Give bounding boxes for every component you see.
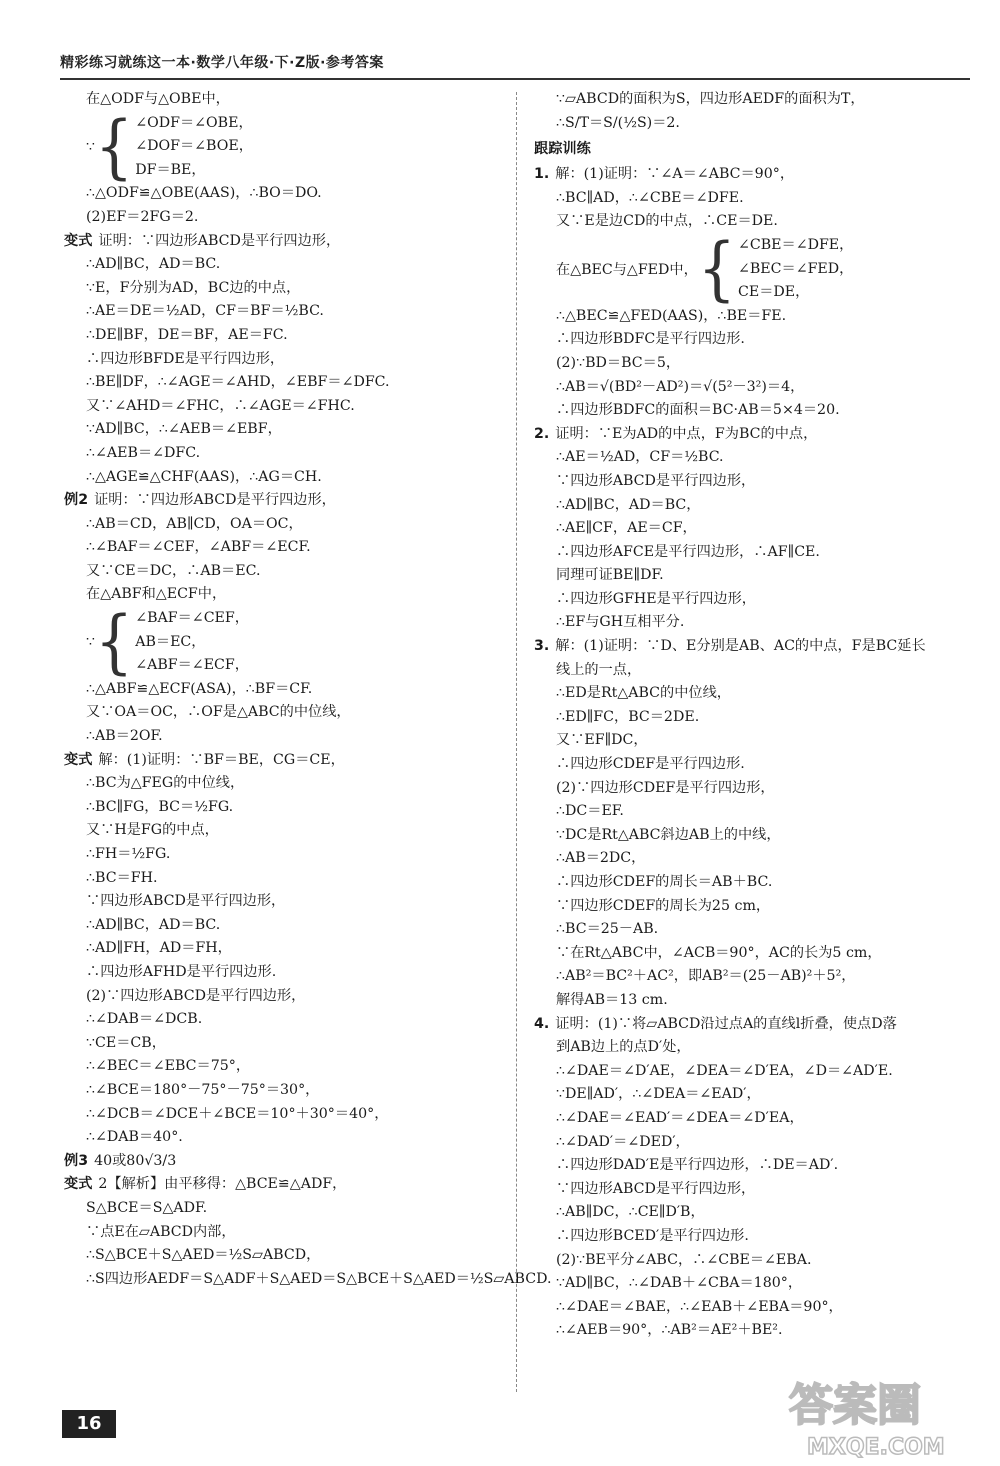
answer-text: ∴AD∥BC，AD＝BC. [86,256,221,273]
answer-text: 解得AB＝13 cm. [556,991,668,1008]
answer-text: ∴四边形AFHD是平行四边形. [86,963,277,980]
item-label: 例3 [64,1152,89,1169]
watermark-logo [785,1370,990,1460]
answer-text: ∵四边形ABCD是平行四边形， [556,1180,756,1197]
answer-line [534,1225,974,1249]
watermark-text-url: MXQE.COM [807,1435,945,1460]
answer-line [534,753,974,777]
answer-text: (2)∵四边形CDEF是平行四边形， [556,779,775,796]
answer-line [534,163,974,187]
answer-text: ∵四边形ABCD是平行四边形， [86,893,286,910]
header-divider [60,78,970,80]
answer-line [534,729,974,753]
answer-line [64,513,504,537]
item-label: 4. [534,1015,550,1032]
answer-line [534,1249,974,1273]
answer-text: ∵▱ABCD的面积为S，四边形AEDF的面积为T， [556,91,865,107]
answer-line [534,399,974,423]
answer-text: 又∵EF∥DC， [556,732,648,749]
answer-text: ∴AB²＝BC²＋AC²，即AB²＝(25－AB)²＋5²， [556,968,856,985]
brace-prefix: 在△BEC与△FED中， [556,262,698,279]
answer-line [64,1244,504,1268]
item-label: 2. [534,425,550,442]
watermark-text-cn: 答案圈 [789,1380,921,1431]
answer-text: ∴BC＝25－AB. [556,921,659,938]
brace-item: ∠ODF＝∠OBE， [135,114,253,131]
answer-line [534,1083,974,1107]
answer-text: (2)∵四边形ABCD是平行四边形， [86,987,306,1004]
answer-line [64,560,504,584]
item-label: 3. [534,638,550,655]
answer-text: 证明：∵E为AD的中点，F为BC的中点， [555,425,818,442]
answer-line [534,470,974,494]
answer-line [64,1173,504,1197]
answer-text: 又∵H是FG的中点， [86,822,219,839]
answer-text: ∴BC为△FEG的中位线， [86,775,245,792]
answer-line [64,395,504,419]
answer-text: ∴ED∥FC，BC＝2DE. [556,708,700,725]
answer-line [534,376,974,400]
answer-text: ∴AB∥DC，∴CE∥D′B， [556,1204,705,1221]
answer-text: ∴∠BCE＝180°－75°－75°＝30°， [86,1081,320,1098]
answer-line [64,796,504,820]
answer-text: ∴AE＝½AD，CF＝½BC. [556,449,724,466]
answer-line [534,210,974,234]
answer-line [534,328,974,352]
answer-text: 在△ABF和△ECF中， [86,586,227,603]
answer-line [64,1103,504,1127]
answer-line [534,611,974,635]
item-label: 变式 [64,751,93,768]
answer-text: ∴AB＝CD，AB∥CD，OA＝OC， [86,515,303,532]
answer-text: ∴∠DAE＝∠BAE，∴∠EAB＋∠EBA＝90°， [556,1298,843,1315]
answer-line [64,442,504,466]
answer-line [64,1008,504,1032]
answer-line [534,682,974,706]
answer-text: ∵点E在▱ABCD内部， [86,1223,236,1240]
answer-line [534,942,974,966]
answer-text: ∴∠BEC＝∠EBC＝75°， [86,1058,251,1075]
brace-icon: { [95,106,134,188]
answer-line [534,847,974,871]
answer-line [64,348,504,372]
answer-text: (2)∵BE平分∠ABC，∴∠CBE＝∠EBA. [556,1251,812,1268]
answer-line [64,1268,552,1292]
brace-icon: { [95,602,134,683]
item-label: 变式 [64,1176,93,1193]
answer-text: 又∵OA＝OC，∴OF是△ABC的中位线， [86,704,351,721]
answer-text: ∵DC是Rt△ABC斜边AB上的中线， [556,826,781,843]
brace-prefix: ∵ [86,634,96,651]
answer-text: 证明：(1)∵将▱ABCD沿过点A的直线l折叠，使点D落 [555,1015,897,1032]
answer-text: ∴ED是Rt△ABC的中位线， [556,685,731,702]
answer-text: ∴四边形CDEF的周长＝AB＋BC. [556,874,773,890]
answer-line [534,1107,974,1131]
answer-text: ∴S/T＝S/(½S)＝2. [556,114,680,131]
answer-text: ∴∠DAE＝∠D′AE，∠DEA＝∠D′EA，∠D＝∠AD′E. [556,1062,893,1079]
answer-line [64,418,504,442]
answer-line [64,300,504,324]
answer-text: ∴四边形BDFC的面积＝BC·AB＝5×4＝20. [556,402,840,419]
answer-text: ∵AD∥BC，∴∠AEB＝∠EBF， [86,421,282,438]
brace-item: ∠CBE＝∠DFE， [737,236,854,253]
brace-condition-block [534,229,974,310]
answer-text: ∴四边形CDEF是平行四边形. [556,756,745,773]
answer-line [534,1272,974,1296]
answer-text: ∴BC∥FG，BC＝½FG. [86,798,234,815]
answer-line [534,305,974,329]
answer-line [64,749,504,773]
answer-text: 证明：∵四边形ABCD是平行四边形， [98,232,341,249]
answer-line [534,423,974,447]
brace-condition-block [64,602,504,683]
answer-text: ∴∠DAB＝40°. [86,1129,183,1146]
answer-text: ∴EF与GH互相平分. [556,614,685,631]
answer-text: ∴∠AEB＝∠DFC. [86,444,201,461]
answer-line [64,1055,504,1079]
answer-line [64,1126,504,1150]
answer-text: ∴AE＝DE＝½AD，CF＝BF＝½BC. [86,303,324,320]
page-header: 精彩练习就练这一本·数学八年级·下·Z版·参考答案 [60,55,384,71]
answer-line [64,725,504,749]
answer-line [534,88,974,112]
brace-item: ∠BEC＝∠FED， [737,260,854,277]
answer-line [64,324,504,348]
answer-line [534,564,974,588]
right-column [534,88,974,1343]
answer-line [534,1060,974,1084]
answer-line [64,206,504,230]
answer-text: 解：(1)证明：∵D、E分别是AB、AC的中点，F是BC延长 [555,638,926,655]
answer-text: ∴S四边形AEDF＝S△ADF＋S△AED＝S△BCE＋S△AED＝½S▱ABCD. [86,1270,552,1287]
brace-condition-block [64,106,504,188]
answer-text: ∴四边形DAD′E是平行四边形，∴DE＝AD′. [556,1157,839,1174]
answer-line [64,890,504,914]
brace-item: ∠ABF＝∠ECF， [135,657,249,674]
answer-line [64,1197,504,1221]
answer-line [64,230,504,254]
answer-text: 证明：∵四边形ABCD是平行四边形， [94,492,336,509]
answer-text: 同理可证BE∥DF. [556,567,664,584]
answer-line [64,772,504,796]
answer-line [534,1036,974,1060]
answer-text: ∴BE∥DF，∴∠AGE＝∠AHD，∠EBF＝∠DFC. [86,374,390,391]
answer-text: ∴∠DAB＝∠DCB. [86,1011,203,1028]
answer-text: ∴∠DCB＝∠DCE＋∠BCE＝10°＋30°＝40°， [86,1105,389,1122]
answer-line [534,446,974,470]
answer-text: ∴△ABF≌△ECF(ASA)，∴BF＝CF. [86,680,313,697]
answer-line [64,371,504,395]
answer-text: 又∵E是边CD的中点，∴CE＝DE. [556,213,778,230]
answer-line [64,843,504,867]
answer-text: ∴AE∥CF，AE＝CF， [556,520,697,537]
answer-text: ∴∠DAE＝∠EAD′＝∠DEA＝∠D′EA， [556,1109,804,1126]
answer-text: ∴AD∥BC，AD＝BC， [556,496,701,513]
answer-text: ∴AB＝2OF. [86,728,163,745]
answer-text: 到AB边上的点D′处， [556,1039,691,1056]
answer-line [534,895,974,919]
answer-text: ∴∠AEB＝90°，∴AB²＝AE²＋BE². [556,1322,783,1339]
answer-line [534,494,974,518]
answer-line [534,1319,974,1343]
answer-line [64,536,504,560]
answer-text: ∴FH＝½FG. [86,846,171,862]
answer-text: 又∵∠AHD＝∠FHC，∴∠AGE＝∠FHC. [86,397,355,414]
answer-line [534,1178,974,1202]
answer-line [534,635,974,659]
answer-text: ∴DE∥BF，DE＝BF，AE＝FC. [86,326,288,343]
answer-text: ∴DC＝EF. [556,803,624,820]
answer-text: (2)∵BD＝BC＝5， [556,354,681,371]
answer-text: ∴四边形BFDE是平行四边形， [86,350,285,367]
answer-line [64,701,504,725]
answer-text: 线上的一点， [556,661,642,678]
answer-line [534,352,974,376]
answer-text: (2)EF＝2FG＝2. [86,208,199,225]
answer-text: ∴四边形BDFC是平行四边形. [556,331,745,348]
answer-text: S△BCE＝S△ADF. [86,1199,208,1216]
answer-line [64,466,504,490]
brace-item: AB＝EC， [135,633,206,650]
answer-text: ∵AD∥BC，∴∠DAB＋∠CBA＝180°， [556,1275,803,1292]
answer-text: ∴四边形BCED′是平行四边形. [556,1227,749,1244]
answer-line [534,659,974,683]
brace-item: ∠DOF＝∠BOE， [135,138,253,155]
answer-text: ∴BC∥AD，∴∠CBE＝∠DFE. [556,189,744,206]
answer-line [64,277,504,301]
answer-line [534,824,974,848]
answer-text: ∴AD∥BC，AD＝BC. [86,916,221,933]
answer-line [534,1154,974,1178]
answer-line [64,937,504,961]
answer-text: ∴△AGE≌△CHF(AAS)，∴AG＝CH. [86,468,322,485]
answer-line [534,777,974,801]
item-label: 例2 [64,492,89,509]
brace-item: CE＝DE， [737,284,810,301]
answer-line [64,914,504,938]
answer-line [534,1013,974,1037]
answer-line [534,871,974,895]
brace-item: ∠BAF＝∠CEF， [135,610,249,627]
answer-text: ∵E，F分别为AD，BC边的中点， [86,279,301,296]
answer-line [534,989,974,1013]
answer-line [534,517,974,541]
answer-text: 2【解析】由平移得：△BCE≌△ADF， [98,1176,347,1193]
answer-line [534,1201,974,1225]
answer-text: ∴AB＝√(BD²－AD²)＝√(5²－3²)＝4， [556,378,805,395]
answer-line [534,1296,974,1320]
answer-text: ∴△ODF≌△OBE(AAS)，∴BO＝DO. [86,185,322,202]
answer-line [64,1150,504,1174]
item-label: 变式 [64,232,93,249]
answer-text: ∵四边形CDEF的周长为25 cm， [556,897,771,914]
answer-line [64,867,504,891]
answer-text: ∴BC＝FH. [86,869,158,886]
section-title: 跟踪训练 [534,141,591,158]
answer-line [534,706,974,730]
answer-line [534,541,974,565]
answer-text: ∴S△BCE＋S△AED＝½S▱ABCD， [86,1247,321,1264]
left-column [64,88,552,1291]
answer-line [64,253,504,277]
answer-text: 40或80√3/3 [94,1152,177,1169]
answer-line [64,961,504,985]
answer-line [534,187,974,211]
brace-item: DF＝BE， [135,161,206,178]
answer-line [64,489,504,513]
column-divider [516,92,517,1392]
answer-line [534,918,974,942]
answer-text: ∵DE∥AD′，∴∠DEA＝∠EAD′， [556,1086,761,1103]
answer-text: ∵四边形ABCD是平行四边形， [556,472,756,489]
answer-text: 又∵CE＝DC，∴AB＝EC. [86,562,261,579]
answer-line [534,112,974,136]
answer-text: ∴AB＝2DC， [556,850,646,867]
answer-line [64,1032,504,1056]
brace-prefix: ∵ [86,138,96,155]
page-number: 16 [62,1410,116,1438]
answer-text: ∴∠DAD′＝∠DED′， [556,1133,690,1150]
answer-text: 解：(1)证明：∵BF＝BE，CG＝CE， [98,751,345,768]
answer-text: ∵CE＝CB， [86,1034,166,1051]
answer-line [534,800,974,824]
answer-line [64,1221,504,1245]
answer-line [534,588,974,612]
answer-text: 在△ODF与△OBE中， [86,91,230,107]
answer-line [64,1079,504,1103]
brace-icon: { [697,229,736,310]
answer-text: ∴∠BAF＝∠CEF，∠ABF＝∠ECF. [86,539,311,556]
answer-text: ∴四边形GFHE是平行四边形， [556,590,756,607]
answer-line [64,985,504,1009]
item-label: 1. [534,166,550,183]
answer-text: ∴四边形AFCE是平行四边形，∴AF∥CE. [556,543,820,560]
answer-text: 解：(1)证明：∵∠A＝∠ABC＝90°， [555,166,795,183]
answer-line [64,819,504,843]
answer-text: ∴△BEC≌△FED(AAS)，∴BE＝FE. [556,307,787,324]
answer-line [534,1131,974,1155]
answer-line [534,965,974,989]
answer-text: ∴AD∥FH，AD＝FH， [86,940,232,957]
answer-text: ∵在Rt△ABC中，∠ACB＝90°，AC的长为5 cm， [556,944,882,961]
